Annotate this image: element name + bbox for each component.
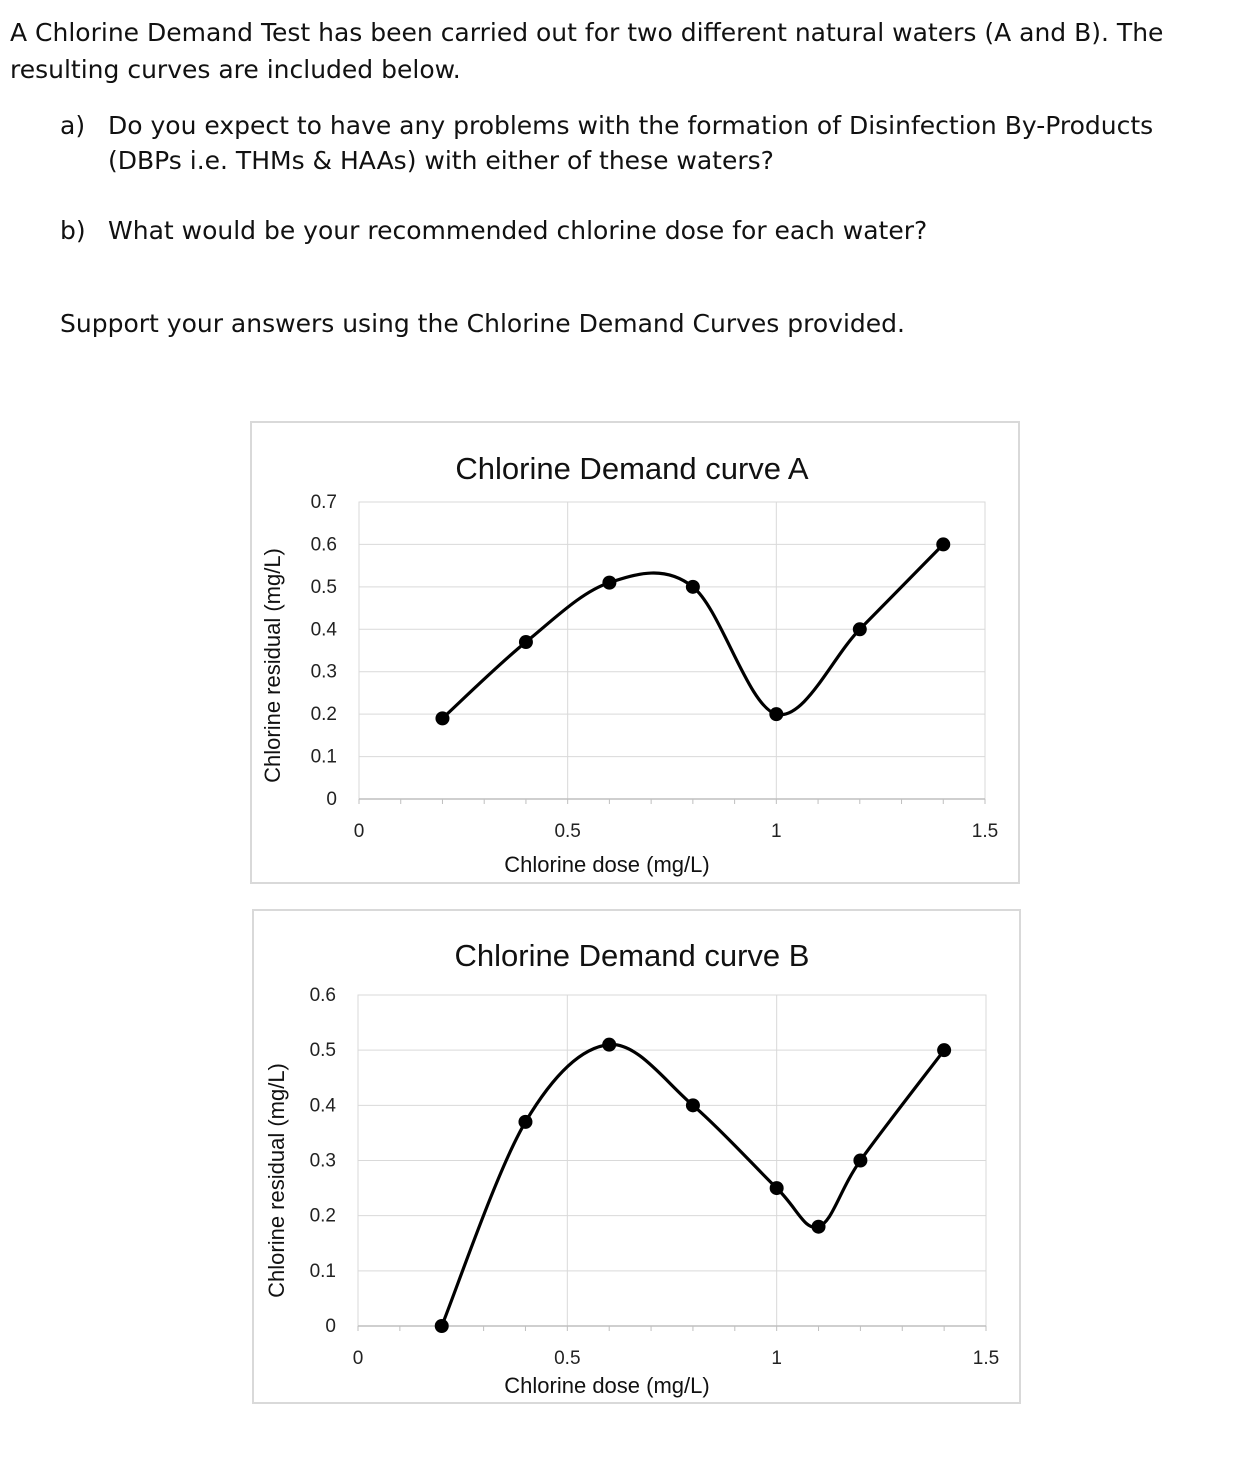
chart-b-series-line: [442, 1045, 944, 1326]
chart-a-data-point-4: [769, 707, 783, 721]
chart-b-data-point-6: [853, 1154, 867, 1168]
chart-a-ytick-label: 0.1: [310, 746, 337, 768]
chart-a-svg: [252, 423, 1018, 882]
question-b-label: b): [60, 216, 86, 245]
chart-b-data-point-0: [435, 1319, 449, 1333]
chart-b-data-point-7: [937, 1043, 951, 1057]
question-a: [60, 108, 1198, 178]
chart-b-data-point-2: [602, 1038, 616, 1052]
chart-b-ytick-label: 0.5: [309, 1040, 336, 1062]
chart-a-ytick-label: 0.5: [310, 576, 337, 598]
chart-b-title: Chlorine Demand curve B: [454, 938, 810, 973]
chart-a-xtick-label: 0: [353, 821, 365, 842]
chart-a-data-point-5: [853, 622, 867, 636]
support-text: Support your answers using the Chlorine Demand Curves provided.: [60, 309, 905, 338]
chart-b-ytick-label: 0: [325, 1316, 336, 1337]
question-a-text: Do you expect to have any problems with the formation of Disinfection By-Products (DBPs i.e. THMs & HAAs) with either of these waters?: [108, 111, 1154, 175]
chart-a-y-axis-label: Chlorine residual (mg/L): [260, 548, 285, 783]
chart-a-ytick-label: 0.2: [310, 704, 337, 726]
chart-a-series-line: [442, 544, 943, 718]
chart-a-xtick-label: 0.5: [554, 821, 581, 842]
chart-a-data-point-0: [435, 711, 449, 725]
chart-a-xtick-label: 1: [771, 821, 782, 842]
chart-a-xtick-label: 1.5: [971, 821, 999, 842]
chart-b-xtick-label: 1.5: [972, 1348, 1000, 1369]
chart-a-ytick-label: 0.7: [310, 492, 337, 513]
chart-b-xtick-label: 1: [771, 1348, 782, 1369]
chart-b-y-axis-label: Chlorine residual (mg/L): [264, 1063, 289, 1298]
question-a-label: a): [60, 111, 86, 140]
chart-a-ytick-label: 0.6: [310, 534, 337, 556]
question-b: [60, 213, 1198, 248]
chart-b-data-point-1: [518, 1115, 532, 1129]
chart-b-data-point-4: [770, 1181, 784, 1195]
chart-a-data-point-1: [519, 635, 533, 649]
chart-a-ytick-label: 0.4: [310, 619, 337, 641]
chart-b-ytick-label: 0.2: [309, 1205, 336, 1227]
chart-b-ytick-label: 0.1: [309, 1260, 336, 1282]
chart-a-data-point-2: [602, 576, 616, 590]
chart-a-ytick-label: 0.3: [310, 661, 337, 683]
chart-b-x-axis-label: Chlorine dose (mg/L): [504, 1373, 710, 1398]
question-b-text: What would be your recommended chlorine dose for each water?: [108, 216, 928, 245]
chart-a-plot-frame: [359, 502, 985, 799]
chart-b-xtick-label: 0.5: [554, 1348, 581, 1369]
intro-text: A Chlorine Demand Test has been carried out for two different natural waters (A and B). The resulting curves are included below.: [10, 18, 1164, 84]
chart-a-data-point-3: [686, 580, 700, 594]
chart-b-ytick-label: 0.3: [309, 1150, 336, 1172]
chart-a-x-axis-label: Chlorine dose (mg/L): [504, 852, 710, 877]
chart-b-ytick-label: 0.6: [309, 985, 336, 1006]
chart-b-data-point-5: [812, 1220, 826, 1234]
chart-a-title: Chlorine Demand curve A: [455, 451, 809, 486]
chart-b-data-point-3: [686, 1098, 700, 1112]
chart-b: [252, 909, 1021, 1404]
chart-a-ytick-label: 0: [326, 789, 337, 810]
chart-b-svg: [254, 911, 1019, 1402]
chart-a-data-point-6: [936, 537, 950, 551]
chart-a: [250, 421, 1020, 884]
chart-b-xtick-label: 0: [352, 1348, 364, 1369]
chart-b-ytick-label: 0.4: [309, 1095, 336, 1117]
